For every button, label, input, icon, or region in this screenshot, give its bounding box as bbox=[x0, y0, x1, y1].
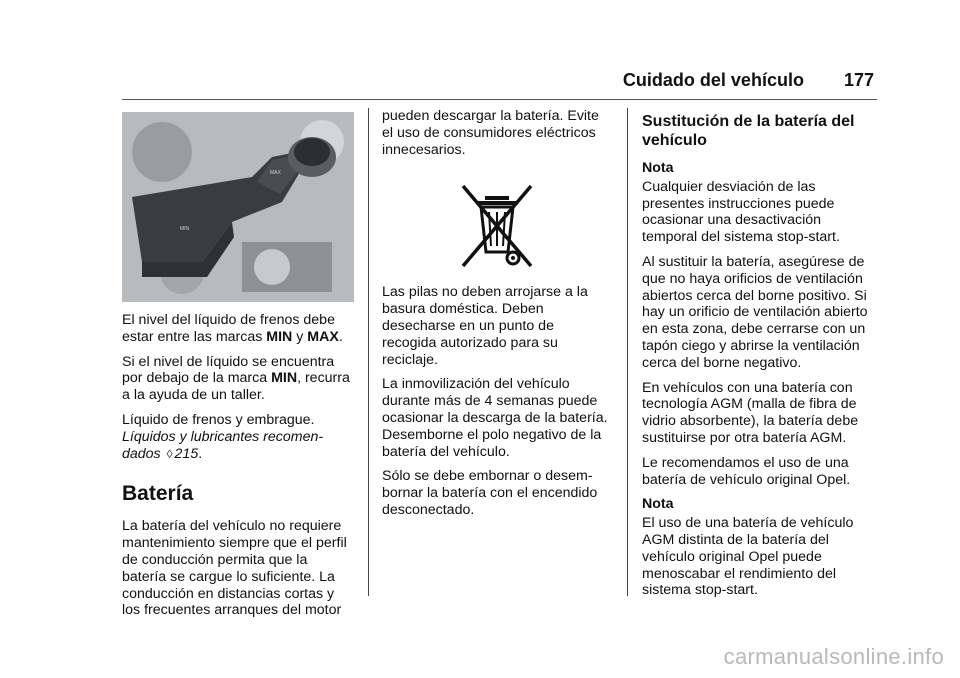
page-ref-icon: ◊ bbox=[166, 446, 173, 461]
fluids-crossref-link[interactable]: Líquidos y lubricantes recomen-dados ◊ 215 bbox=[122, 428, 324, 462]
header-rule bbox=[122, 99, 877, 100]
agm-paragraph: En vehículos con una batería con tecnología AGM (malla de fibra de vidrio absorbente), la batería debe sustituirse por otra batería AGM. bbox=[642, 379, 859, 446]
watermark: carmanualsonline.info bbox=[723, 644, 944, 669]
column-3 bbox=[642, 108, 880, 607]
section-heading-battery-replacement: Sustitución de la batería del vehículo bbox=[642, 113, 855, 149]
connect-disconnect-paragraph: Sólo se debe embornar o desem-bornar la batería con el encendido desconectado. bbox=[382, 468, 598, 518]
low-level-paragraph: Si el nivel de líquido se encuentra por debajo de la marca MIN, recurra a la ayuda de un taller. bbox=[122, 353, 350, 404]
page-number: 177 bbox=[843, 70, 874, 90]
column-divider-1 bbox=[368, 108, 369, 596]
page-header bbox=[623, 70, 874, 91]
original-battery-paragraph: Le recomendamos el uso de una batería de vehículo original Opel. bbox=[642, 454, 851, 488]
brake-fluid-reservoir-photo bbox=[122, 112, 354, 302]
section-heading-bateria: Batería bbox=[122, 482, 194, 506]
battery-discharge-paragraph: pueden descargar la batería. Evite el uso de consumidores eléctricos innecesarios. bbox=[382, 108, 599, 158]
note-label-1: Nota bbox=[642, 160, 674, 176]
note-label-2: Nota bbox=[642, 496, 674, 513]
svg-text:MAX: MAX bbox=[270, 170, 281, 176]
battery-maintenance-paragraph: La batería del vehículo no requiere mantenimiento siempre que el perfil de conducción permita que la batería se cargue lo suficiente. La conducción en distancias cortas y los frecuentes arranques del motor bbox=[122, 518, 347, 619]
note-text-1: Cualquier desviación de las presentes instrucciones puede ocasionar una desactivación temporal del sistema stop-start. bbox=[642, 178, 840, 246]
column-1 bbox=[122, 108, 354, 627]
fluid-type-paragraph: Líquido de frenos y embrague. Líquidos y lubricantes recomen-dados ◊ 215. bbox=[122, 411, 324, 462]
reservoir-illustration bbox=[122, 112, 354, 302]
svg-text:MIN: MIN bbox=[180, 226, 190, 232]
note-text-2: El uso de una batería de vehículo AGM distinta de la batería del vehículo original Opel puede menoscabar el rendimiento del sistema stop-start. bbox=[642, 515, 854, 599]
crossed-out-bin-icon bbox=[457, 182, 537, 272]
vent-holes-paragraph: Al sustituir la batería, asegúrese de que no haya orificios de ventilación abiertos cerca del borne positivo. Si hay un orificio de ventilación abierto en esta zona, debe cerrarse con un tapón ciego y abrirse la ventilación cerca del borne negativo. bbox=[642, 253, 868, 371]
column-divider-2 bbox=[627, 108, 628, 596]
immobilization-paragraph: La inmovilización del vehículo durante más de 4 semanas puede ocasionar la descarga de la batería. Desemborne el polo negativo de la batería del vehículo. bbox=[382, 376, 608, 460]
column-2 bbox=[382, 108, 612, 527]
page-title: Cuidado del vehículo bbox=[622, 70, 804, 90]
fluid-level-paragraph: El nivel del líquido de frenos debe estar entre las marcas MIN y MAX. bbox=[122, 312, 343, 345]
disposal-paragraph: Las pilas no deben arrojarse a la basura doméstica. Deben desecharse en un punto de recogida autorizado para su reciclaje. bbox=[382, 284, 588, 368]
